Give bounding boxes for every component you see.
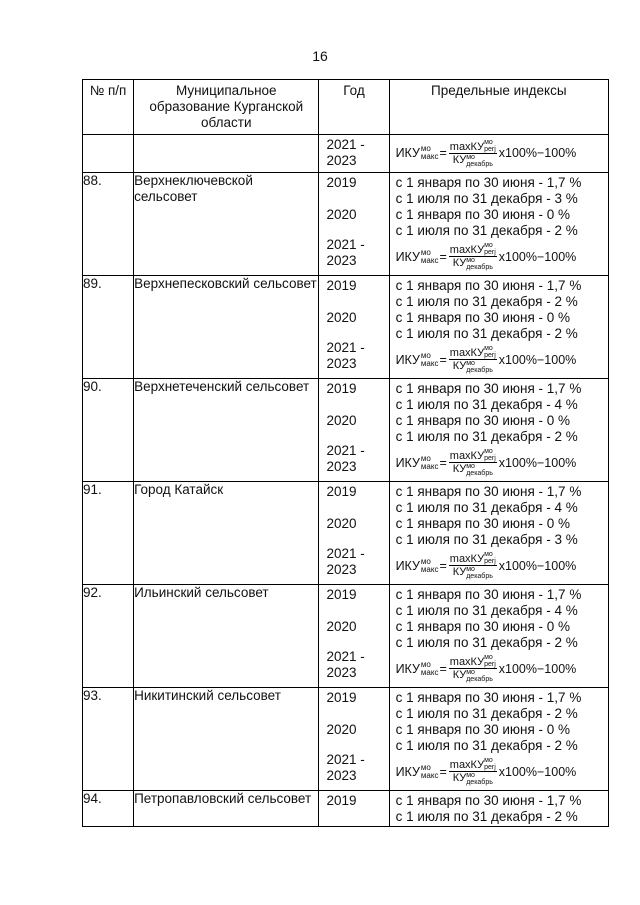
row-number: 91.	[83, 482, 134, 585]
year-2020: 2020	[326, 722, 357, 737]
formula-den-indices	[466, 154, 493, 168]
formula-eq: =	[439, 455, 447, 470]
municipality-name: Петропавловский сельсовет	[134, 791, 319, 827]
municipality-name: Никитинский сельсовет	[134, 688, 319, 791]
formula-den-sup: мо	[466, 360, 475, 367]
formula-den-indices	[466, 257, 493, 271]
formula-iku: ИКУ	[395, 249, 420, 264]
formula-sub-maks: макс	[420, 461, 439, 471]
row-number: 89.	[83, 276, 134, 379]
formula-sup-mo: мо	[420, 247, 431, 257]
formula-iku: ИКУ	[395, 352, 420, 367]
index-cell	[389, 482, 608, 585]
year-2020: 2020	[326, 310, 357, 325]
formula-den-indices	[466, 463, 493, 477]
index-cell	[389, 585, 608, 688]
formula-num-sup: мо	[484, 654, 493, 661]
formula-tail: х100%−100%	[498, 558, 577, 573]
index-h1: с 1 января по 30 июня - 0 %	[395, 413, 571, 428]
formula-sup-mo: мо	[420, 762, 431, 772]
index-formula-cell	[389, 135, 608, 173]
formula-numerator	[449, 551, 497, 566]
index-h1: с 1 января по 30 июня - 0 %	[395, 516, 571, 531]
formula-fraction	[449, 242, 497, 271]
formula-tail: х100%−100%	[498, 661, 577, 676]
table-row	[83, 276, 609, 379]
formula-sup-mo: мо	[420, 453, 431, 463]
formula-den-sub: декабрь	[466, 676, 493, 683]
formula-iku-indices	[421, 455, 439, 471]
year-cell	[319, 585, 389, 688]
table-row	[83, 791, 609, 827]
formula-den-sub: декабрь	[466, 160, 493, 168]
formula-iku-indices	[421, 145, 439, 161]
formula-num-indices	[484, 551, 496, 565]
formula-iku: ИКУ	[395, 661, 420, 676]
formula-tail: х100%−100%	[498, 352, 577, 367]
year-range: 2021 - 2023	[326, 752, 365, 783]
index-h1: с 1 января по 30 июня - 1,7 %	[395, 690, 582, 705]
formula-num-sub: perj	[484, 145, 496, 153]
formula-iku: ИКУ	[395, 455, 420, 470]
year-2019: 2019	[326, 381, 357, 396]
index-h2: с 1 июля по 31 декабря - 4 %	[395, 500, 578, 515]
index-h1: с 1 января по 30 июня - 0 %	[395, 310, 571, 325]
year-2019: 2019	[326, 587, 357, 602]
formula-eq: =	[439, 249, 447, 264]
formula-den-indices	[466, 669, 493, 683]
municipality-name: Верхнепесковский сельсовет	[134, 276, 319, 379]
year-cell	[319, 482, 389, 585]
year-range: 2021 - 2023	[326, 546, 365, 577]
year-cell	[319, 173, 389, 276]
index-h2: с 1 июля по 31 декабря - 2 %	[395, 429, 578, 444]
formula-num-sub: perj	[484, 764, 496, 771]
formula-iku: ИКУ	[395, 558, 420, 573]
year-2019: 2019	[326, 484, 357, 499]
index-h2: с 1 июля по 31 декабря - 2 %	[395, 294, 578, 309]
index-formula	[390, 135, 608, 171]
year-2019: 2019	[326, 278, 357, 293]
formula-den-sub: декабрь	[466, 470, 493, 477]
index-h1: с 1 января по 30 июня - 1,7 %	[395, 793, 582, 808]
formula-den-indices	[466, 566, 493, 580]
index-formula	[390, 445, 608, 480]
index-cell	[389, 379, 608, 482]
header-num: № п/п	[83, 80, 134, 135]
formula-fraction	[449, 448, 497, 477]
table-row	[83, 173, 609, 276]
index-h1: с 1 января по 30 июня - 0 %	[395, 619, 571, 634]
formula-ku: КУ	[452, 153, 467, 166]
year-cell	[319, 135, 389, 173]
formula-fraction	[449, 757, 497, 786]
formula-eq: =	[439, 146, 447, 160]
formula-ku: КУ	[452, 257, 467, 269]
row-number: 93.	[83, 688, 134, 791]
formula-den-indices	[466, 360, 493, 374]
index-h1: с 1 января по 30 июня - 1,7 %	[395, 587, 582, 602]
formula-iku-indices	[421, 558, 439, 574]
table-row	[83, 482, 609, 585]
year-range: 2021 - 2023	[326, 340, 365, 371]
year-cell	[319, 688, 389, 791]
formula-numerator	[449, 345, 497, 360]
index-h2: с 1 июля по 31 декабря - 4 %	[395, 603, 578, 618]
formula-sub-maks: макс	[420, 667, 439, 677]
formula-num-sub: perj	[484, 352, 496, 359]
formula-num-sup: мо	[484, 138, 493, 146]
formula-tail: х100%−100%	[498, 146, 577, 160]
formula-numerator	[449, 242, 497, 257]
formula-denominator	[452, 669, 494, 683]
formula-eq: =	[439, 764, 447, 779]
formula-max-ku: maxКУ	[449, 244, 485, 256]
index-formula	[390, 239, 608, 274]
row-number: 92.	[83, 585, 134, 688]
formula-iku: ИКУ	[395, 764, 420, 779]
index-cell	[389, 791, 608, 827]
formula-eq: =	[439, 352, 447, 367]
formula-tail: х100%−100%	[498, 764, 577, 779]
formula-tail: х100%−100%	[498, 455, 577, 470]
formula-eq: =	[439, 661, 447, 676]
formula-sub-maks: макс	[420, 152, 439, 161]
formula-num-sup: мо	[484, 551, 493, 558]
formula-sub-maks: макс	[420, 358, 439, 368]
table-row	[83, 688, 609, 791]
formula-num-sup: мо	[484, 242, 493, 249]
year-2020: 2020	[326, 207, 357, 222]
header-year: Год	[319, 80, 389, 135]
formula-den-sub: декабрь	[466, 779, 493, 786]
formula-fraction	[449, 654, 497, 683]
index-h2: с 1 июля по 31 декабря - 2 %	[395, 635, 578, 650]
year-cell	[319, 276, 389, 379]
formula-iku-indices	[421, 661, 439, 677]
formula-den-sub: декабрь	[466, 573, 493, 580]
formula-ku: КУ	[452, 669, 467, 681]
formula-num-sub: perj	[484, 661, 496, 668]
table-header-row	[83, 80, 609, 135]
formula-max-ku: maxКУ	[449, 553, 485, 565]
formula-fraction	[449, 551, 497, 580]
formula-sup-mo: мо	[420, 350, 431, 360]
formula-num-sub: perj	[484, 558, 496, 565]
formula-numerator	[449, 654, 497, 669]
formula-den-sup: мо	[466, 669, 475, 676]
year-cell	[319, 791, 389, 827]
limit-indices-table	[82, 79, 609, 827]
formula-denominator	[452, 566, 494, 580]
year-2020: 2020	[326, 516, 357, 531]
formula-num-sup: мо	[484, 345, 493, 352]
formula-sup-mo: мо	[420, 144, 431, 153]
index-h2: с 1 июля по 31 декабря - 2 %	[395, 738, 578, 753]
year-cell	[319, 379, 389, 482]
municipality-name: Город Катайск	[134, 482, 319, 585]
formula-denominator	[452, 772, 494, 786]
row-number: 88.	[83, 173, 134, 276]
table-row	[83, 379, 609, 482]
index-h2: с 1 июля по 31 декабря - 2 %	[395, 326, 578, 341]
formula-ku: КУ	[452, 566, 467, 578]
formula-num-indices	[484, 757, 496, 771]
formula-num-sup: мо	[484, 757, 493, 764]
formula-den-sup: мо	[466, 257, 475, 264]
index-formula	[390, 651, 608, 686]
formula-num-sup: мо	[484, 448, 493, 455]
formula-den-sup: мо	[466, 153, 475, 161]
index-h1: с 1 января по 30 июня - 1,7 %	[395, 278, 582, 293]
year-2020: 2020	[326, 413, 357, 428]
formula-denominator	[452, 154, 494, 168]
year-range: 2021 - 2023	[326, 649, 365, 680]
formula-num-sub: perj	[484, 249, 496, 256]
formula-iku-indices	[421, 764, 439, 780]
formula-numerator	[449, 757, 497, 772]
header-municipality: Муниципальное образование Курганской области	[134, 80, 319, 135]
municipality-name: Верхнетеченский сельсовет	[134, 379, 319, 482]
index-h1: с 1 января по 30 июня - 0 %	[395, 722, 571, 737]
formula-iku: ИКУ	[395, 146, 420, 160]
formula-den-sub: декабрь	[466, 367, 493, 374]
table-row	[83, 585, 609, 688]
formula-numerator	[449, 448, 497, 463]
year-range: 2021 - 2023	[326, 443, 365, 474]
formula-fraction	[449, 345, 497, 374]
index-formula	[390, 342, 608, 377]
index-formula	[390, 548, 608, 583]
formula-ku: КУ	[452, 360, 467, 372]
formula-num-sub: perj	[484, 455, 496, 462]
formula-denominator	[452, 257, 494, 271]
formula-fraction	[449, 139, 497, 168]
index-h2: с 1 июля по 31 декабря - 2 %	[395, 223, 578, 238]
formula-eq: =	[439, 558, 447, 573]
formula-numerator	[449, 139, 497, 154]
formula-den-sub: декабрь	[466, 264, 493, 271]
formula-sub-maks: макс	[420, 564, 439, 574]
formula-num-indices	[484, 448, 496, 462]
formula-iku-indices	[421, 352, 439, 368]
index-h1: с 1 января по 30 июня - 0 %	[395, 207, 571, 222]
index-cell	[389, 276, 608, 379]
row-number: 90.	[83, 379, 134, 482]
carry-over-row	[83, 135, 609, 173]
year-range: 2021 - 2023	[326, 137, 365, 168]
header-indices: Предельные индексы	[389, 80, 608, 135]
formula-num-indices	[484, 345, 496, 359]
municipality-name: Верхнеключевской сельсовет	[134, 173, 319, 276]
formula-ku: КУ	[452, 463, 467, 475]
year-2020: 2020	[326, 619, 357, 634]
formula-den-sup: мо	[466, 772, 475, 779]
formula-num-indices	[484, 139, 496, 153]
index-cell	[389, 688, 608, 791]
formula-max-ku: maxКУ	[449, 759, 485, 771]
index-cell	[389, 173, 608, 276]
year-2019: 2019	[326, 690, 357, 705]
formula-num-indices	[484, 242, 496, 256]
row-number: 94.	[83, 791, 134, 827]
index-formula	[390, 754, 608, 789]
index-h2: с 1 июля по 31 декабря - 3 %	[395, 191, 578, 206]
year-range: 2021 - 2023	[326, 237, 365, 268]
formula-max-ku: maxКУ	[449, 450, 485, 462]
formula-sup-mo: мо	[420, 659, 431, 669]
index-h1: с 1 января по 30 июня - 1,7 %	[395, 484, 582, 499]
page-number: 16	[312, 48, 328, 64]
year-2019: 2019	[326, 175, 357, 190]
index-h1: с 1 января по 30 июня - 1,7 %	[395, 381, 582, 396]
index-h1: с 1 января по 30 июня - 1,7 %	[395, 175, 582, 190]
formula-denominator	[452, 360, 494, 374]
formula-iku-indices	[421, 249, 439, 265]
formula-num-indices	[484, 654, 496, 668]
formula-max-ku: maxКУ	[449, 347, 485, 359]
formula-den-sup: мо	[466, 463, 475, 470]
formula-denominator	[452, 463, 494, 477]
index-h2: с 1 июля по 31 декабря - 2 %	[395, 809, 578, 824]
municipality-name: Ильинский сельсовет	[134, 585, 319, 688]
formula-max-ku: maxКУ	[449, 656, 485, 668]
index-h2: с 1 июля по 31 декабря - 3 %	[395, 532, 578, 547]
formula-ku: КУ	[452, 772, 467, 784]
formula-sub-maks: макс	[420, 770, 439, 780]
formula-den-indices	[466, 772, 493, 786]
index-h2: с 1 июля по 31 декабря - 4 %	[395, 397, 578, 412]
formula-sup-mo: мо	[420, 556, 431, 566]
formula-den-sup: мо	[466, 566, 475, 573]
formula-tail: х100%−100%	[498, 249, 577, 264]
formula-sub-maks: макс	[420, 255, 439, 265]
index-h2: с 1 июля по 31 декабря - 2 %	[395, 706, 578, 721]
formula-max-ku: maxКУ	[449, 140, 485, 153]
year-2019: 2019	[326, 793, 357, 808]
